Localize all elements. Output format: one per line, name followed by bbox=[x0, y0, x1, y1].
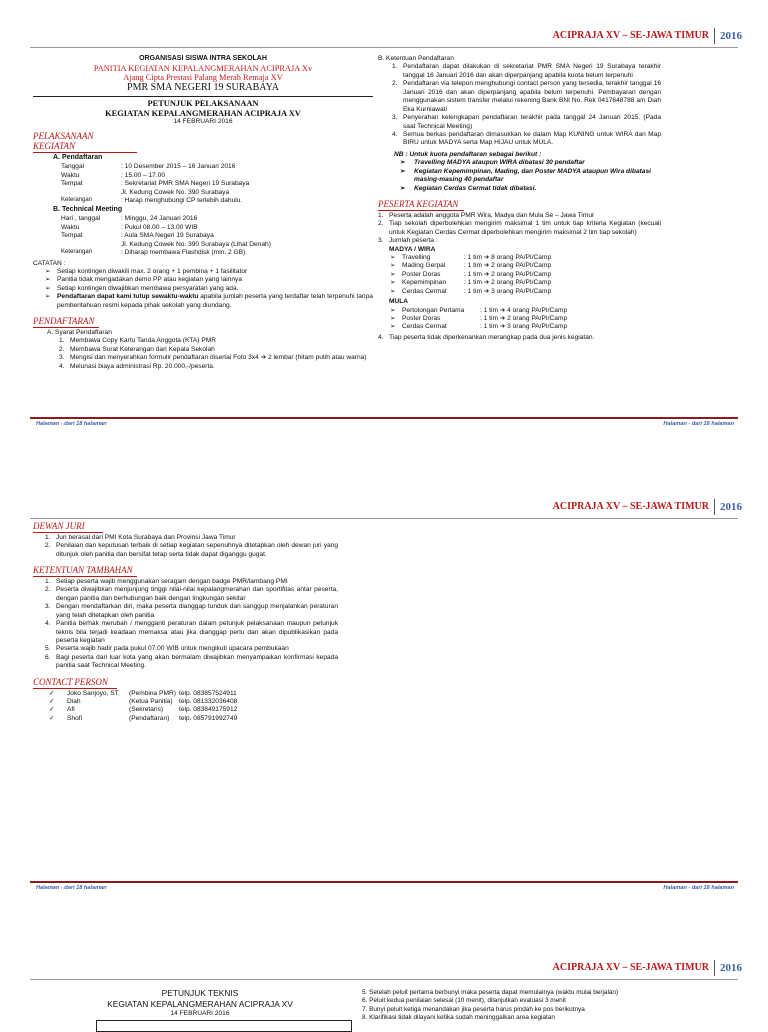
peserta-quota-row bbox=[378, 315, 661, 323]
contact-phone: telp. 083849175912 bbox=[179, 706, 238, 714]
footer-right: Halaman - dari 18 halaman bbox=[663, 885, 734, 891]
juknis-date: 14 FEBRUARI 2016 bbox=[170, 1009, 230, 1017]
section-heading-pendaftaran: PENDAFTARAN bbox=[33, 316, 99, 328]
ketentuan-heading: B. Ketentuan Pendaftaran bbox=[378, 55, 454, 62]
header-year: 2016 bbox=[720, 29, 742, 42]
kv-value: : Harap menghubungi CP terlebih dahulu. bbox=[121, 196, 243, 204]
list-number: 3. bbox=[59, 354, 65, 362]
list-item bbox=[45, 542, 338, 559]
list-number: 2. bbox=[59, 345, 65, 353]
header-separator bbox=[714, 28, 715, 44]
org-line-4: PMR SMA NEGERI 19 SURABAYA bbox=[127, 82, 279, 94]
list-number: 1. bbox=[45, 533, 51, 541]
quota-value: : 1 tim ➔ 2 orang PA/PI/Camp bbox=[464, 262, 552, 270]
contact-list bbox=[33, 690, 338, 724]
header-title: ACIPRAJA XV – SE-JAWA TIMUR bbox=[552, 961, 709, 973]
org-rule bbox=[33, 96, 373, 97]
footer-left: Halaman - dari 18 halaman bbox=[36, 885, 107, 891]
list-item bbox=[392, 131, 661, 148]
header-year: 2016 bbox=[720, 500, 742, 513]
madya-wira-list bbox=[378, 254, 661, 296]
juklak-date: 14 FEBRUARI 2016 bbox=[173, 118, 233, 126]
peserta-quota-row bbox=[378, 271, 661, 279]
list-item bbox=[378, 220, 661, 237]
list-text: Dengan mendaftarkan diri, maka peserta dianggap tunduk dan sanggup menjalankan peraturan yang telah ditetapkan oleh panitia bbox=[56, 603, 338, 619]
list-item bbox=[59, 346, 373, 354]
juknis-title-block bbox=[90, 988, 310, 1018]
kv-key bbox=[61, 241, 121, 249]
list-number: 4. bbox=[59, 362, 65, 370]
list-item bbox=[45, 645, 338, 653]
list-text: Penilaian dan keputusan terbaik di setiap kegiatan sepenuhnya ditetapkan oleh dewan juri yang ditunjuk oleh panitia dan bersifat tetap serta tidak dapat diganggu gugat. bbox=[56, 542, 338, 558]
header-year: 2016 bbox=[720, 961, 742, 974]
kv-key: Waktu bbox=[61, 171, 80, 179]
list-text: Semua berkas pendaftaran dimasukkan ke dalam Map KUNING untuk WIRA dan Map BIRU untuk MADYA serta Map HIJAU untuk MULA. bbox=[403, 130, 661, 147]
list-number: 4. bbox=[392, 130, 398, 138]
nb-item: ➢ Travelling MADYA ataupun WIRA dibatasi 30 pendaftar bbox=[378, 159, 661, 167]
header-title: ACIPRAJA XV – SE-JAWA TIMUR bbox=[552, 500, 709, 512]
page1-left-column bbox=[33, 55, 373, 371]
document-page-3 bbox=[0, 952, 768, 1024]
list-text: Bagi peserta dari luar kota yang akan bermalam diwajibkan menyampaikan konfirmasi kepada panitia saat Technical Meeting. bbox=[56, 653, 338, 670]
nb-item: ➢ Kegiatan Cerdas Cermat tidak dibatasi. bbox=[378, 185, 661, 193]
page-header bbox=[553, 960, 742, 976]
footer-rule bbox=[30, 881, 738, 883]
list-text: Peserta adalah anggota PMR Wira, Madya dan Mula Se – Jawa Timur bbox=[389, 211, 595, 219]
list-number: 3. bbox=[45, 603, 51, 611]
contact-name: ✓ Joko Sanjoyo, ST. bbox=[67, 689, 120, 697]
quota-activity: ➢ Mading Gerpal bbox=[402, 262, 446, 270]
list-item bbox=[45, 603, 338, 620]
peserta-quota-row bbox=[378, 288, 661, 296]
syarat-list bbox=[59, 337, 373, 371]
list-text: Juri berasal dari PMI Kota Surabaya dan Provinsi Jawa Timur bbox=[56, 533, 236, 541]
header-title: ACIPRAJA XV – SE-JAWA TIMUR bbox=[552, 29, 709, 41]
list-item bbox=[45, 654, 338, 671]
list-item bbox=[378, 334, 661, 342]
juknis-step: 8. Klarifikasi tidak dilayani ketika sudah meninggalkan area kegiatan bbox=[362, 1013, 555, 1021]
page1-right-column bbox=[378, 55, 661, 342]
list-item bbox=[45, 620, 338, 645]
list-text: Peserta diwajibkan menjunjung tinggi nilai-nilai kepalangmerahan dan sportifitas antar peserta, dengan panitia dan berhubungan baik dengan lingkungan sekitar bbox=[56, 586, 338, 602]
juklak-line-2: KEGIATAN KEPALANGMERAHAN ACIPRAJA XV bbox=[105, 108, 301, 118]
list-text: Pendaftaran via telepon menghubungi contact person yang tersedia, terakhir tanggal 16 Januari 2016 dan akan diperpanjang apabila belum terpenuhi. Pembayaran dengan menggunakan sistem transfer melalui rekening Bank BNI No. Rek 0417648788 a/n Diah Eka Kurniawati bbox=[403, 80, 661, 113]
kv-key: Waktu bbox=[61, 223, 80, 231]
contact-role: (Pembina PMR) bbox=[129, 689, 176, 697]
contact-phone: telp. 083857524911 bbox=[179, 689, 237, 697]
footer-rule bbox=[30, 417, 738, 419]
section-heading-contact-person: CONTACT PERSON bbox=[33, 677, 117, 689]
kv-value: : Sekretariat PMR SMA Negeri 19 Surabaya bbox=[121, 180, 250, 188]
list-number: 1. bbox=[45, 577, 51, 585]
contact-name: ✓ Afi bbox=[67, 706, 75, 714]
peserta-quota-row bbox=[378, 323, 661, 331]
quota-activity: ➢ Travelling bbox=[402, 253, 431, 261]
quota-value: : 1 tim ➔ 2 orang PA/PI/Camp bbox=[480, 315, 568, 323]
mula-list bbox=[378, 307, 661, 332]
juknis-step: 7. Bunyi peluit ketiga menandakan jika peserta harus pindah ke pos berikutnya bbox=[362, 1005, 585, 1013]
page-header bbox=[553, 499, 742, 515]
quota-value: : 1 tim ➔ 3 orang PA/PI/Camp bbox=[464, 287, 552, 295]
list-number: 1. bbox=[378, 211, 384, 219]
juknis-box bbox=[96, 1020, 352, 1032]
page-footer bbox=[36, 885, 734, 892]
subheading-technical-meeting: B. Technical Meeting bbox=[53, 206, 123, 214]
kv-value: : Aula SMA Negeri 19 Surabaya bbox=[121, 232, 214, 240]
page2-column bbox=[33, 521, 338, 723]
catatan-block bbox=[33, 260, 373, 311]
catatan-label: CATATAN : bbox=[33, 259, 66, 267]
footer-left: Halaman - dari 18 halaman bbox=[36, 421, 107, 427]
section-heading-dewan-juri: DEWAN JURI bbox=[33, 521, 103, 533]
list-number: 4. bbox=[45, 620, 51, 628]
contact-row bbox=[43, 698, 338, 706]
list-text: Pendaftaran dapat dilakukan di sekretariat PMR SMA Negeri 19 Surabaya terakhir tanggal 16 Januari 2016 dan akan diperpanjang apabila kuota belum terpenuhi bbox=[403, 63, 661, 79]
section-heading-ketentuan-tambahan: KETENTUAN TAMBAHAN bbox=[33, 565, 137, 577]
juknis-steps bbox=[362, 989, 682, 1022]
list-item bbox=[45, 586, 338, 603]
quota-activity: ➢ Cerdas Cermat bbox=[402, 323, 447, 331]
list-item bbox=[45, 534, 338, 542]
kv-value: Jl. Kedung Cowek No. 390 Surabaya bbox=[121, 188, 230, 196]
list-number: 2. bbox=[45, 542, 51, 550]
peserta-last-list bbox=[378, 334, 661, 342]
list-item bbox=[378, 212, 661, 220]
section-heading-peserta: PESERTA KEGIATAN bbox=[378, 199, 464, 211]
org-line-2: PANITIA KEGIATAN KEPALANGMERAHAN ACIPRAJA Xv bbox=[93, 63, 313, 73]
juklak-line-1: PETUNJUK PELAKSANAAN bbox=[147, 98, 259, 108]
org-line-1: ORGANISASI SISWA INTRA SEKOLAH bbox=[139, 55, 267, 62]
kv-value: : Pukul 08.00 – 13.00 WIB bbox=[121, 223, 198, 231]
list-item bbox=[45, 578, 338, 586]
list-number: 2. bbox=[45, 586, 51, 594]
header-rule bbox=[30, 518, 738, 519]
list-item bbox=[392, 80, 661, 114]
quota-activity: ➢ Pertolongan Pertama bbox=[402, 306, 465, 314]
kv-key: Tanggal bbox=[61, 163, 85, 171]
catatan-item: ➢ Setiap kontingen diwakili max. 2 orang + 1 pembina + 1 fasilitator bbox=[41, 268, 373, 276]
juknis-step: 5. Setelah peluit pertama berbunyi maka peserta dapat memulainya (waktu mulai berjalan) bbox=[362, 989, 619, 996]
list-text: Membawa Surat Keterangan dari Kepala Sekolah bbox=[70, 345, 215, 353]
contact-row bbox=[43, 690, 338, 698]
header-separator bbox=[714, 960, 715, 976]
catatan-closing-rest: apabila jumlah peserta yang terdaftar telah terpenuhi tanpa pemberitahuan resmi kepada pihak sekolah yang diundang. bbox=[57, 293, 373, 309]
kv-key: Tempat bbox=[61, 180, 83, 188]
contact-name: ✓ Shofi bbox=[67, 714, 83, 722]
list-number: 1. bbox=[392, 63, 398, 71]
catatan-item-closing bbox=[41, 293, 373, 310]
kv-key: Keterangan bbox=[61, 249, 93, 256]
kv-key bbox=[61, 189, 121, 197]
catatan-closing-bold: Pendaftaran dapat kami tutup sewaktu-waktu bbox=[57, 293, 199, 301]
quota-activity: ➢ Cerdas Cermat bbox=[402, 287, 447, 295]
kv-value: : 10 Desember 2015 – 16 Januari 2016 bbox=[121, 163, 236, 171]
dewan-juri-list bbox=[45, 534, 338, 559]
quota-value: : 1 tim ➔ 3 orang PA/PI/Camp bbox=[480, 323, 568, 331]
list-text: Peserta wajib hadir pada pukul 07.00 WIB untuk mengikuti upacara pembukaan bbox=[56, 645, 289, 653]
document-page-1 bbox=[0, 0, 768, 440]
ketentuan-list bbox=[392, 63, 661, 147]
list-number: 4. bbox=[378, 333, 384, 341]
list-item bbox=[378, 237, 661, 245]
quota-value: : 1 tim ➔ 4 orang PA/PI/Camp bbox=[480, 306, 568, 314]
list-item bbox=[59, 363, 373, 371]
org-line-3: Ajang Cipta Prestasi Palang Merah Remaja XV bbox=[123, 73, 283, 83]
list-number: 2. bbox=[392, 80, 398, 88]
list-text: Tiap peserta tidak diperkenankan merangkap pada dua jenis kegiatan. bbox=[389, 333, 595, 341]
page-footer bbox=[36, 421, 734, 428]
quota-value: : 1 tim ➔ 2 orang PA/PI/Camp bbox=[464, 270, 552, 278]
peserta-list bbox=[378, 212, 661, 246]
quota-activity: ➢ Poster Doras bbox=[402, 270, 441, 278]
header-rule bbox=[30, 47, 738, 48]
contact-phone: telp. 085791992749 bbox=[179, 714, 238, 722]
contact-row bbox=[43, 706, 338, 714]
footer-right: Halaman - dari 18 halaman bbox=[663, 421, 734, 427]
list-text: Penyerahan kelengkapan pendaftaran terakhir pada tanggal 24 Januari 2015. (Pada saat Technical Meeting) bbox=[403, 114, 661, 130]
nb-item: ➢ Kegiatan Kepemimpinan, Mading, dan Poster MADYA ataupun Wira dibatasi masing-masing 40 pendaftar bbox=[378, 168, 661, 185]
list-text: Tiap sekolah diperbolehkan mengirim maksimal 1 tim untuk tiap kriteria Kegiatan (kecuali untuk Kegiatan Cerdas Cermat diperbolehkan mengirim maksimal 2 tim tiap sekolah) bbox=[389, 220, 661, 236]
catatan-item: ➢ Panitia tidak mengadakan demo PP atau kegiatan yang lainnya bbox=[41, 276, 373, 284]
quota-activity: ➢ Kepemimpinan bbox=[402, 279, 446, 287]
document-page-2 bbox=[0, 490, 768, 905]
ketentuan-tambahan-list bbox=[45, 578, 338, 671]
kv-value: : 15.00 – 17.00 bbox=[121, 171, 165, 179]
kv-key: Hari , tanggal bbox=[61, 215, 101, 223]
page-header bbox=[553, 28, 742, 44]
juknis-title-2: KEGIATAN KEPALANGMERAHAN ACIPRAJA XV bbox=[107, 998, 293, 1009]
kv-key: Tempat bbox=[61, 232, 83, 240]
list-number: 5. bbox=[45, 645, 51, 653]
contact-role: (Ketua Panitia) bbox=[129, 697, 173, 705]
list-item bbox=[392, 114, 661, 131]
contact-role: (Sekretaris) bbox=[129, 706, 164, 714]
mula-label: MULA bbox=[389, 298, 409, 306]
contact-name: ✓ Diah bbox=[67, 697, 81, 705]
juknis-step: 6. Peluit kedua penilaian selesai (10 menit), dilanjutkan evaluasi 3 menit bbox=[362, 997, 566, 1005]
technical-meeting-details bbox=[61, 215, 373, 257]
kv-value: : Diharap membawa Flashdisk (min. 2 GB). bbox=[121, 249, 248, 257]
list-item bbox=[392, 63, 661, 80]
list-text: Membawa Copy Kartu Tanda Anggota (KTA) PMR bbox=[70, 337, 216, 345]
peserta-quota-row bbox=[378, 307, 661, 315]
list-number: 1. bbox=[59, 337, 65, 345]
quota-value: : 1 tim ➔ 2 orang PA/PI/Camp bbox=[464, 279, 552, 287]
list-text: Melunasi biaya administrasi Rp. 20.000,-/peserta. bbox=[70, 362, 215, 370]
quota-activity: ➢ Poster Doras bbox=[402, 315, 441, 323]
peserta-quota-row bbox=[378, 254, 661, 262]
juknis-title-1: PETUNJUK TEKNIS bbox=[161, 988, 239, 998]
list-text: Panitia berhak merubah / mengganti peraturan dalam petunjuk pelaksanaan maupun petunjuk teknis bila terjadi keadaan memaksa atau jika dianggap perlu dan akan dipublikasikan pada peserta kegiatan bbox=[56, 620, 338, 644]
list-number: 3. bbox=[392, 114, 398, 122]
list-text: Setiap peserta wajib menggunakan seragam dengan badge PMR/lambang PMI bbox=[56, 577, 288, 585]
list-text: Mengisi dan menyerahkan formulir pendaftaran disertai Foto 3x4 ➔ 2 lembar (hitam putih atau warna) bbox=[70, 354, 367, 362]
list-item bbox=[59, 337, 373, 345]
list-number: 6. bbox=[45, 653, 51, 661]
subheading-pendaftaran: A. Pendaftaran bbox=[53, 154, 103, 162]
header-separator bbox=[714, 499, 715, 515]
contact-row bbox=[43, 715, 338, 723]
contact-phone: telp. 081332036408 bbox=[179, 697, 238, 705]
list-number: 3. bbox=[378, 237, 384, 245]
contact-role: (Pendaftaran) bbox=[129, 714, 170, 722]
list-item bbox=[59, 354, 373, 362]
quota-value: : 1 tim ➔ 8 orang PA/PI/Camp bbox=[464, 253, 552, 261]
kv-value: Jl. Kedung Cowek No. 390 Surabaya (Lihat Denah) bbox=[121, 240, 271, 248]
list-number: 2. bbox=[378, 220, 384, 228]
list-text: Jumlah peserta : bbox=[389, 237, 438, 245]
catatan-item: ➢ Setiap kontingen diwajibkan membawa persyaratan yang ada. bbox=[41, 285, 373, 293]
section-heading-pelaksanaan: PELAKSANAAN KEGIATAN bbox=[33, 131, 137, 154]
peserta-quota-row bbox=[378, 279, 661, 287]
kv-value: : Minggu, 24 Januari 2016 bbox=[121, 215, 198, 223]
syarat-heading: A. Syarat Pendaftaran bbox=[47, 328, 112, 336]
pendaftaran-details bbox=[61, 163, 373, 205]
peserta-quota-row bbox=[378, 262, 661, 270]
org-block bbox=[33, 55, 373, 127]
kv-key: Keterangan bbox=[61, 196, 93, 203]
nb-title: NB : Untuk kuota pendaftaran sebagai berikut : bbox=[394, 150, 542, 158]
madya-wira-label: MADYA / WIRA bbox=[389, 245, 436, 253]
header-rule bbox=[30, 979, 738, 980]
